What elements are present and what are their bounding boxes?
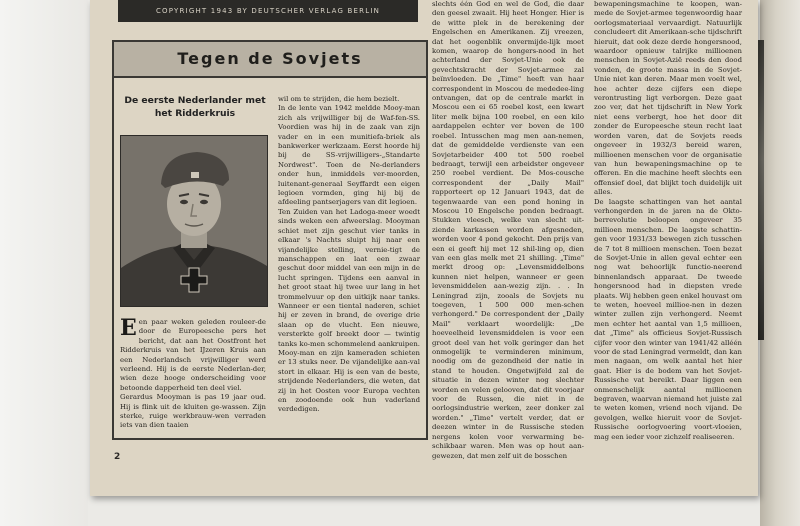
headline-bar (114, 42, 426, 78)
main-column-2: bewapeningsmachine te koopen, wan-mede de Sovjet-armee tegenwoordig haar oorlogsmateriaal vervaardigt. Natuurlijk concludeert dit Amerikaan-sche tijdschrift hieruit, dat ook deze derde hongersnood, waardoor opnieuw talrijke millioenen menschen in Sovjet-Azië reeds den dood vonden, de groote massa in de Sovjet-Unie niet kan deren. Maar men voelt wel, hoe achter deze cijfers een diepe verontrusting ligt verborgen. Deze gaat zoo ver, dat het tijdschrift in New York niet eens verbergt, hoe het door dit zonder de Europeesche steun recht laat worden varen, dat de Sovjets reeds ongeveer in 1932/3 bereid waren, millioenen menschen voor de organisatie van hun bewapeningsmachine op te offeren. En die machine heeft slechts een offensief doel, dat blijkt toch duidelijk uit alles. De laagste schattingen van het aantal verhongerden in de jaren na de Okto-berrevolutie beloopen ongeveer 35 millioen menschen. De laagste schattin-gen voor 1931/33 bewegen zich tusschen de 7 tot 8 millioen menschen. Toen bezat de Sovjet-Unie in allen geval echter een nog wat behoorlijk functio-neerend binnenlandsch apparaat. De tweede hongersnood had in diepsten vrede plaats. Wij hebben geen enkel houvast om te weten, hoeveel millioe-nen in dezen winter zullen zijn verhongerd. Neemt men echter het aantal van 1,5 millioen, dat „Time" als officieus Sovjet-Russisch cijfer voor den winter van 1941/42 alléén voor de stad Leningrad vermeldt, dan kan men nagaan, om welk aantal het hier gaat. Hier is de bodem van het Sovjet-Russische vat bereikt. Daar liggen een onmenschelijk aantal millioenen begraven, waarvan niemand het juiste zal te weten komen, vriend noch vijand. De gevolgen, welke hieruit voor de Sovjet-Russische oorlogvoering voort-vloeien, mag een ieder voor zichzelf realiseeren. (594, 0, 742, 441)
main-column-1: slechts één God en wel de God, die daar den geesel zwaait. Hij heet Honger. Hier is de witte plek in de berekening der Engelschen en Amerikanen. Zij vreezen, dat het oogenblik onvermijde-lijk moet komen, waarop de hongers-nood in het achterland der Sovjet-Unie ook de gevechtskracht der Sovjet-armee zal beïnvloeden. De „Time" heeft van haar correspondent in Moscou de mededee-ling ontvangen, dat op de centrale markt in Moscou een ei 65 roebel kost, een kwart liter melk bijna 100 roebel, en een kilo aardappelen echter ver boven de 100 roebel. Intusschen mag men aan-nemen, dat de gemiddelde verdienste van een Sovjetarbeider 400 tot 500 roebel bedraagt, terwijl een arbeidster ongeveer 250 roebel verdient. De Mos-cousche correspondent der „Daily Mail" rapporteert op 12 Januari 1943, dat de tegenwaarde van een pond honing in Moscou 10 Engelsche ponden bedraagt. Stukken vleesch, welke van slecht uit-ziende karkassen worden afgesneden, worden voor 4 pond gekocht. Den prijs van een ei geeft hij met 12 shil-ling op, dien van een glas melk met 21 shilling. „Time" merkt droog op: „Levensmiddelbons kunnen niet helpen, wanneer er geen levensmiddelen aan-wezig zijn. . . In Leningrad zijn, zooals de Sovjets nu toegeven, 1 500 000 men-schen verhongerd." De correspondent der „Daily Mail" verklaart woordelijk: „De hoeveelheid levensmiddelen is voor een groot deel van het volk geringer dan het onmogelijk te verminderen minimum, noodig om de gezondheid der natie in stand te houden. Ongetwijfeld zal de situatie in dezen winter nog slechter worden en velen gelooven, dat dit voorjaar voor de Russen, die niet in de oorlogsindustrie werken, zeer donker zal worden." „Time" vertelt verder, dat er deezen winter in de Russische steden nergens kolen voor verwarming be-schikbaar waren. Men was op hout aan-gewezen, dat men zelf uit de bosschen (432, 0, 584, 460)
top-photo-strip (118, 0, 418, 22)
magazine-page (90, 0, 758, 496)
article-column-2: wil om te strijden, die hem bezielt. In de lente van 1942 meldde Mooy-man zich als vrijwilliger bij de Waf-fen-SS. Voordien was hij in de zaak van zijn vader en in een munitiefa-briek als bankwerker werkzaam. Eerst hoorde hij bij de SS-vrijwilligers-„Standarte Nordwest". Toen de Ne-derlanders onder hun, inmiddels ver-moorden, luitenant-generaal Seyffardt een eigen legioen vormden, ging hij bij de afdeeling pantserjagers van dit legioen. Ten Zuiden van het Ladoga-meer woedt sinds weken een afweerslag. Mooyman schiet met zijn geschut vier tanks in elkaar 's Nachts sluipt hij naar een vijandelijke stelling, vernie-tigt de manschappen en laat een zwaar geschut door middel van een mijn in de lucht springen. Tijdens een aanval in het groot staat hij twee uur lang in het trommelvuur op den uitkijk naar tanks. Wanneer er een tiental naderen, schiet hij er zeven in brand, de overige drie slaan op de vlucht. Een nieuwe, versterkte golf breekt door — twintig tanks ko-men schommelend aankruipen. Mooy-man en zijn kameraden schieten er 13 stuks neer. De vijandelijke aan-val stort in elkaar. Hij is een van de beste, strijdende Nederlanders, die weten, dat zij in het Oosten voor Europa vechten en zoodoende ook hun vaderland verdedigen. (278, 95, 420, 414)
article-headline: Tegen de Sovjets (177, 49, 363, 68)
page-number: 2 (114, 452, 121, 462)
adjacent-page-edge (760, 0, 800, 526)
desk-background-left (0, 0, 88, 526)
article-box (112, 40, 428, 440)
soldier-portrait-illustration (121, 136, 267, 306)
article-subheadline: De eerste Nederlander met het Ridderkruis (124, 95, 266, 119)
soldier-portrait-photo (120, 135, 268, 307)
article-column-1 (120, 315, 266, 431)
drop-cap: E (120, 315, 137, 341)
article-column-1-text: en paar weken geleden rouleer-de door de Europeesche pers het bericht, dat aan het Oostfront het Ridderkruis van het IJzeren Kruis aan een Nederlandsch vrijwilliger werd verleend. Hij is de eerste Nederlan-der, wien deze hooge onderscheiding voor betoonde dapperheid ten deel viel. Gerardus Mooyman is pas 19 jaar oud. Hij is flink uit de kluiten ge-wassen. Zijn sterke, ruige werkbrauw-wen verraden iets van dien taaien (120, 318, 266, 430)
copyright-line: COPYRIGHT 1943 BY DEUTSCHER VERLAG BERLIN (155, 7, 381, 15)
